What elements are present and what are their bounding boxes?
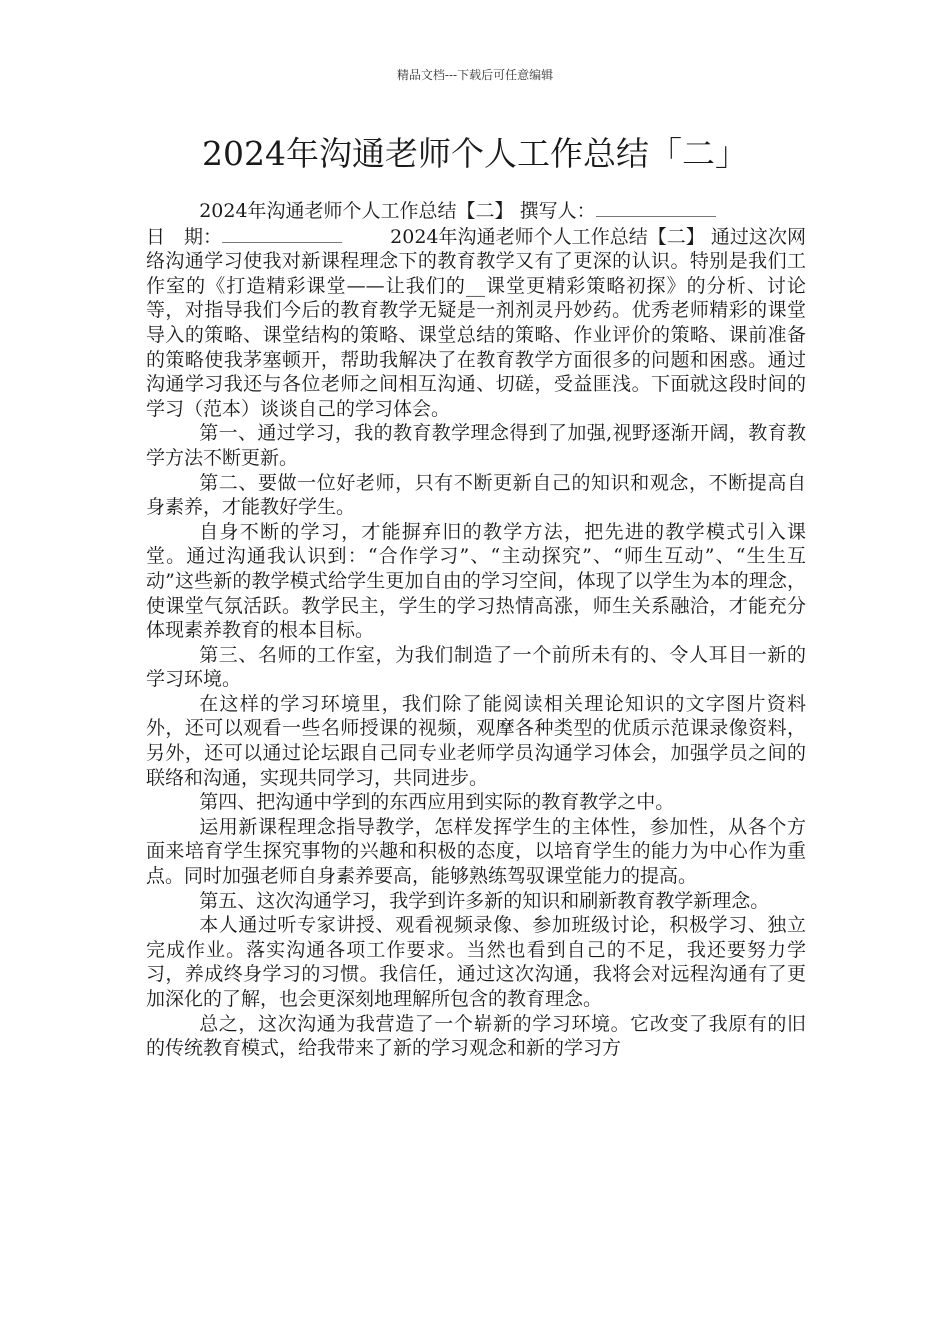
page-title: 2024年沟通老师个人工作总结「二」: [202, 134, 748, 173]
paragraph: 总之，这次沟通为我营造了一个崭新的学习环境。它改变了我原有的旧的传统教育模式，给我带来了新的学习观念和新的学习方: [146, 1012, 806, 1060]
paragraph: 本人通过听专家讲授、观看视频录像、参加班级讨论，积极学习、独立完成作业。落实沟通各项工作要求。当然也看到自己的不足，我还要努力学习，养成终身学习的习惯。我信任，通过这次沟通，我将会对远程沟通有了更加深化的了解，也会更深刻地理解所包含的教育理念。: [146, 914, 806, 1010]
meta-line: [146, 198, 806, 224]
paragraph: 第三、名师的工作室，为我们制造了一个前所未有的、令人耳目一新的学习环境。: [146, 643, 806, 691]
paragraph-text: 通过这次网络沟通学习使我对新课程理念下的教育教学又有了更深的认识。特别是我们工作室的《打造精彩课堂——让我们的__课堂更精彩策略初探》的分析、讨论等，对指导我们今后的教育教学无疑是一剂剂灵丹妙药。优秀老师精彩的课堂导入的策略、课堂结构的策略、课堂总结的策略、作业评价的策略、课前准备的策略使我茅塞顿开，帮助我解决了在教育教学方面很多的问题和困惑。通过沟通学习我还与各位老师之间相互沟通、切磋，受益匪浅。下面就这段时间的学习（范本）谈谈自己的学习体会。: [146, 225, 806, 420]
subtitle: 2024年沟通老师个人工作总结【二】: [199, 200, 514, 222]
date-blank: [222, 224, 342, 243]
paragraph: 第四、把沟通中学到的东西应用到实际的教育教学之中。: [199, 791, 675, 814]
paragraph: 第一、通过学习，我的教育教学理念得到了加强,视野逐渐开阔，教育教学方法不断更新。: [146, 422, 806, 469]
document-body: [146, 198, 806, 1061]
author-label: 撰写人：: [519, 200, 596, 222]
paragraph: 运用新课程理念指导教学，怎样发挥学生的主体性，参加性，从各个方面来培育学生探究事物的兴趣和积极的态度，以培育学生的能力为中心作为重点。同时加强老师自身素养要高，能够熟练驾驭课堂能力的提高。: [146, 815, 806, 888]
author-blank: [596, 198, 716, 217]
paragraph: 第五、这次沟通学习，我学到许多新的知识和刷新教育教学新理念。: [199, 889, 770, 912]
repeat-title: 2024年沟通老师个人工作总结【二】: [390, 225, 705, 248]
paragraph: 自身不断的学习，才能摒弃旧的教学方法，把先进的教学模式引入课堂。通过沟通我认识到：“合作学习”、“主动探究”、“师生互动”、“生生互动”这些新的教学模式给学生更加自由的学习空间，体现了以学生为本的理念，使课堂气氛活跃。教学民主，学生的学习热情高涨，师生关系融洽，才能充分体现素养教育的根本目标。: [146, 520, 806, 642]
paragraph: 在这样的学习环境里，我们除了能阅读相关理论知识的文字图片资料外，还可以观看一些名师授课的视频，观摩各种类型的优质示范课录像资料，另外，还可以通过论坛跟自己同专业老师学员沟通学习体会，加强学员之间的联络和沟通，实现共同学习，共同进步。: [146, 692, 806, 789]
header-note: 精品文档---下载后可任意编辑: [396, 68, 554, 82]
paragraph: [146, 224, 806, 422]
date-label: 日 期：: [146, 225, 223, 248]
paragraph: 第二、要做一位好老师，只有不断更新自己的知识和观念，不断提高自身素养，才能教好学生。: [146, 471, 806, 519]
